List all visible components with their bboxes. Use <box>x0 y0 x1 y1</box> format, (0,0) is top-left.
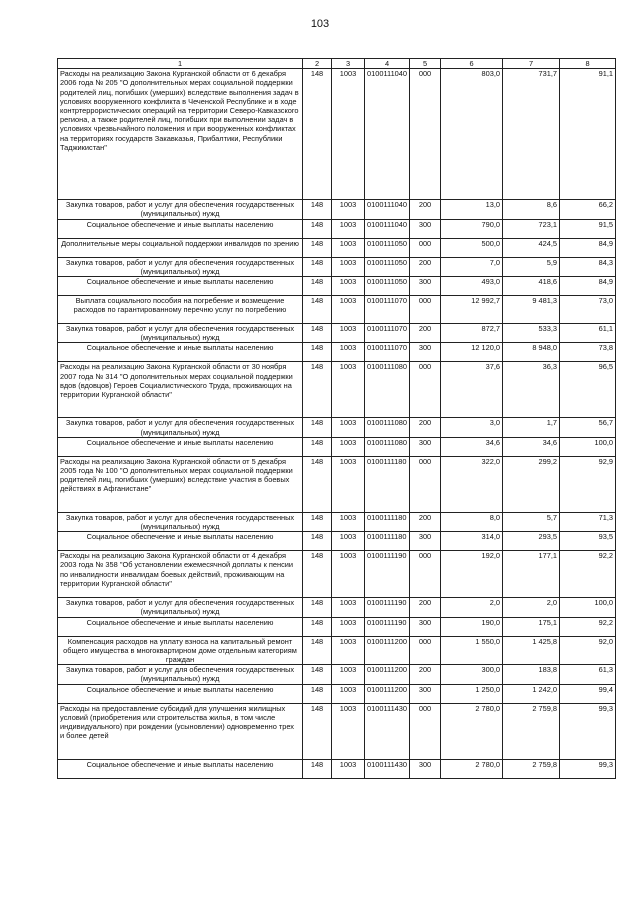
cell-target-article: 0100111430 <box>365 703 410 759</box>
cell-target-article: 0100111040 <box>365 69 410 200</box>
row-description: Расходы на реализацию Закона Курганской области от 6 декабря 2006 года № 205 "О дополнительных мерах социальной поддержки родителей лиц, погибших (умерших) вследствие выполнения задач в условиях вооруженного конфликта в Чеченской Республике и в ходе контртеррористических операций на территории Северо-Кавказского региона, а также родителей лиц, погибших при выполнении задач в условиях чрезвычайного положения и при вооруженных конфликтах на территориях государств Закавказья, Прибалтики, Республики Таджикистан" <box>58 69 303 200</box>
cell-target-article: 0100111180 <box>365 512 410 531</box>
table-row <box>58 598 616 617</box>
row-description: Расходы на реализацию Закона Курганской области от 4 декабря 2003 года № 358 "Об установлении ежемесячной доплаты к пенсии по инвалидности инвалидам боевых действий, проживающим на территории Курганской области" <box>58 551 303 598</box>
column-header: 7 <box>503 59 560 69</box>
cell-planned-amount: 790,0 <box>441 219 503 238</box>
cell-expense-type: 000 <box>410 238 441 257</box>
cell-actual-amount: 9 481,3 <box>503 296 560 324</box>
cell-target-article: 0100111080 <box>365 418 410 437</box>
table-row <box>58 636 616 665</box>
cell-ministry-code: 148 <box>303 296 332 324</box>
column-header: 8 <box>560 59 616 69</box>
cell-execution-percent: 96,5 <box>560 362 616 418</box>
cell-target-article: 0100111180 <box>365 456 410 512</box>
cell-expense-type: 300 <box>410 437 441 456</box>
cell-expense-type: 200 <box>410 200 441 219</box>
cell-execution-percent: 61,3 <box>560 665 616 684</box>
cell-target-article: 0100111200 <box>365 684 410 703</box>
cell-section-code: 1003 <box>332 551 365 598</box>
table-header-row <box>58 59 616 69</box>
row-description: Закупка товаров, работ и услуг для обеспечения государственных (муниципальных) нужд <box>58 257 303 276</box>
table-body <box>58 69 616 778</box>
cell-target-article: 0100111190 <box>365 617 410 636</box>
cell-ministry-code: 148 <box>303 617 332 636</box>
cell-actual-amount: 533,3 <box>503 324 560 343</box>
cell-expense-type: 200 <box>410 257 441 276</box>
cell-expense-type: 300 <box>410 684 441 703</box>
cell-target-article: 0100111190 <box>365 598 410 617</box>
row-description: Закупка товаров, работ и услуг для обеспечения государственных (муниципальных) нужд <box>58 512 303 531</box>
row-description: Социальное обеспечение и иные выплаты населению <box>58 343 303 362</box>
row-description: Закупка товаров, работ и услуг для обеспечения государственных (муниципальных) нужд <box>58 200 303 219</box>
cell-planned-amount: 190,0 <box>441 617 503 636</box>
cell-actual-amount: 1,7 <box>503 418 560 437</box>
cell-actual-amount: 2 759,8 <box>503 759 560 778</box>
cell-execution-percent: 92,2 <box>560 551 616 598</box>
cell-ministry-code: 148 <box>303 456 332 512</box>
cell-target-article: 0100111070 <box>365 296 410 324</box>
table-row <box>58 532 616 551</box>
cell-execution-percent: 92,2 <box>560 617 616 636</box>
column-header: 1 <box>58 59 303 69</box>
cell-execution-percent: 84,9 <box>560 238 616 257</box>
cell-target-article: 0100111050 <box>365 238 410 257</box>
budget-table <box>57 58 616 779</box>
row-description: Социальное обеспечение и иные выплаты населению <box>58 219 303 238</box>
cell-execution-percent: 73,8 <box>560 343 616 362</box>
cell-section-code: 1003 <box>332 343 365 362</box>
cell-target-article: 0100111050 <box>365 257 410 276</box>
table-row <box>58 257 616 276</box>
cell-planned-amount: 322,0 <box>441 456 503 512</box>
cell-actual-amount: 2 759,8 <box>503 703 560 759</box>
cell-expense-type: 300 <box>410 617 441 636</box>
cell-expense-type: 200 <box>410 512 441 531</box>
cell-actual-amount: 1 242,0 <box>503 684 560 703</box>
cell-target-article: 0100111070 <box>365 343 410 362</box>
cell-execution-percent: 92,9 <box>560 456 616 512</box>
cell-actual-amount: 8,6 <box>503 200 560 219</box>
cell-expense-type: 200 <box>410 324 441 343</box>
cell-section-code: 1003 <box>332 69 365 200</box>
cell-ministry-code: 148 <box>303 532 332 551</box>
table-row <box>58 296 616 324</box>
cell-planned-amount: 8,0 <box>441 512 503 531</box>
cell-target-article: 0100111080 <box>365 362 410 418</box>
cell-execution-percent: 99,3 <box>560 703 616 759</box>
cell-execution-percent: 93,5 <box>560 532 616 551</box>
cell-planned-amount: 34,6 <box>441 437 503 456</box>
cell-expense-type: 300 <box>410 343 441 362</box>
cell-execution-percent: 99,3 <box>560 759 616 778</box>
cell-target-article: 0100111200 <box>365 636 410 665</box>
table-row <box>58 684 616 703</box>
cell-target-article: 0100111080 <box>365 437 410 456</box>
cell-actual-amount: 8 948,0 <box>503 343 560 362</box>
table-row <box>58 238 616 257</box>
cell-execution-percent: 66,2 <box>560 200 616 219</box>
cell-planned-amount: 12 120,0 <box>441 343 503 362</box>
cell-ministry-code: 148 <box>303 200 332 219</box>
row-description: Социальное обеспечение и иные выплаты населению <box>58 277 303 296</box>
cell-execution-percent: 71,3 <box>560 512 616 531</box>
cell-section-code: 1003 <box>332 532 365 551</box>
cell-section-code: 1003 <box>332 512 365 531</box>
cell-expense-type: 300 <box>410 277 441 296</box>
cell-section-code: 1003 <box>332 296 365 324</box>
table-row <box>58 343 616 362</box>
table-row <box>58 437 616 456</box>
cell-target-article: 0100111430 <box>365 759 410 778</box>
cell-ministry-code: 148 <box>303 257 332 276</box>
cell-ministry-code: 148 <box>303 418 332 437</box>
cell-planned-amount: 1 550,0 <box>441 636 503 665</box>
cell-ministry-code: 148 <box>303 636 332 665</box>
cell-actual-amount: 418,6 <box>503 277 560 296</box>
cell-section-code: 1003 <box>332 759 365 778</box>
row-description: Закупка товаров, работ и услуг для обеспечения государственных (муниципальных) нужд <box>58 324 303 343</box>
cell-expense-type: 000 <box>410 69 441 200</box>
cell-expense-type: 300 <box>410 532 441 551</box>
row-description: Социальное обеспечение и иные выплаты населению <box>58 532 303 551</box>
row-description: Выплата социального пособия на погребение и возмещение расходов по гарантированному перечню услуг по погребению <box>58 296 303 324</box>
cell-section-code: 1003 <box>332 200 365 219</box>
cell-expense-type: 000 <box>410 703 441 759</box>
cell-planned-amount: 500,0 <box>441 238 503 257</box>
table-row <box>58 324 616 343</box>
cell-section-code: 1003 <box>332 324 365 343</box>
cell-execution-percent: 91,1 <box>560 69 616 200</box>
cell-section-code: 1003 <box>332 362 365 418</box>
table-row <box>58 362 616 418</box>
cell-ministry-code: 148 <box>303 551 332 598</box>
cell-execution-percent: 92,0 <box>560 636 616 665</box>
cell-planned-amount: 314,0 <box>441 532 503 551</box>
cell-actual-amount: 183,8 <box>503 665 560 684</box>
cell-ministry-code: 148 <box>303 324 332 343</box>
row-description: Закупка товаров, работ и услуг для обеспечения государственных (муниципальных) нужд <box>58 665 303 684</box>
cell-execution-percent: 84,9 <box>560 277 616 296</box>
cell-target-article: 0100111200 <box>365 665 410 684</box>
cell-section-code: 1003 <box>332 456 365 512</box>
cell-expense-type: 000 <box>410 296 441 324</box>
cell-actual-amount: 731,7 <box>503 69 560 200</box>
cell-section-code: 1003 <box>332 418 365 437</box>
row-description: Дополнительные меры социальной поддержки инвалидов по зрению <box>58 238 303 257</box>
table-row <box>58 551 616 598</box>
table-row <box>58 200 616 219</box>
row-description: Социальное обеспечение и иные выплаты населению <box>58 684 303 703</box>
row-description: Социальное обеспечение и иные выплаты населению <box>58 437 303 456</box>
cell-target-article: 0100111180 <box>365 532 410 551</box>
cell-expense-type: 300 <box>410 759 441 778</box>
cell-expense-type: 200 <box>410 665 441 684</box>
table-row <box>58 69 616 200</box>
cell-ministry-code: 148 <box>303 437 332 456</box>
cell-ministry-code: 148 <box>303 598 332 617</box>
cell-execution-percent: 100,0 <box>560 598 616 617</box>
column-header: 2 <box>303 59 332 69</box>
cell-execution-percent: 84,3 <box>560 257 616 276</box>
table-row <box>58 665 616 684</box>
cell-section-code: 1003 <box>332 684 365 703</box>
cell-ministry-code: 148 <box>303 343 332 362</box>
cell-actual-amount: 299,2 <box>503 456 560 512</box>
row-description: Закупка товаров, работ и услуг для обеспечения государственных (муниципальных) нужд <box>58 418 303 437</box>
cell-ministry-code: 148 <box>303 703 332 759</box>
cell-target-article: 0100111050 <box>365 277 410 296</box>
cell-actual-amount: 1 425,8 <box>503 636 560 665</box>
cell-ministry-code: 148 <box>303 69 332 200</box>
cell-expense-type: 000 <box>410 551 441 598</box>
cell-section-code: 1003 <box>332 219 365 238</box>
cell-execution-percent: 100,0 <box>560 437 616 456</box>
cell-ministry-code: 148 <box>303 512 332 531</box>
cell-section-code: 1003 <box>332 238 365 257</box>
table-row <box>58 418 616 437</box>
cell-planned-amount: 2,0 <box>441 598 503 617</box>
cell-ministry-code: 148 <box>303 277 332 296</box>
cell-actual-amount: 5,9 <box>503 257 560 276</box>
table-row <box>58 456 616 512</box>
row-description: Расходы на предоставление субсидий для улучшения жилищных условий (приобретения или строительства жилья, в том числе индивидуального) при рождении (усыновлении) одновременно трех и более детей <box>58 703 303 759</box>
cell-ministry-code: 148 <box>303 238 332 257</box>
cell-section-code: 1003 <box>332 636 365 665</box>
cell-actual-amount: 723,1 <box>503 219 560 238</box>
row-description: Расходы на реализацию Закона Курганской области от 30 ноября 2007 года № 314 "О дополнительных мерах социальной поддержки вдов (вдовцов) Героев Социалистического Труда, проживающих на территории Курганской области" <box>58 362 303 418</box>
cell-planned-amount: 7,0 <box>441 257 503 276</box>
cell-planned-amount: 37,6 <box>441 362 503 418</box>
cell-section-code: 1003 <box>332 598 365 617</box>
cell-planned-amount: 3,0 <box>441 418 503 437</box>
cell-expense-type: 000 <box>410 362 441 418</box>
cell-ministry-code: 148 <box>303 684 332 703</box>
cell-ministry-code: 148 <box>303 362 332 418</box>
cell-planned-amount: 300,0 <box>441 665 503 684</box>
column-header: 6 <box>441 59 503 69</box>
row-description: Компенсация расходов на уплату взноса на капитальный ремонт общего имущества в многоквартирном доме отдельным категориям граждан <box>58 636 303 665</box>
column-header: 3 <box>332 59 365 69</box>
cell-ministry-code: 148 <box>303 219 332 238</box>
table-row <box>58 759 616 778</box>
cell-execution-percent: 99,4 <box>560 684 616 703</box>
cell-expense-type: 000 <box>410 636 441 665</box>
cell-planned-amount: 872,7 <box>441 324 503 343</box>
cell-actual-amount: 177,1 <box>503 551 560 598</box>
row-description: Расходы на реализацию Закона Курганской области от 5 декабря 2005 года № 100 "О дополнительных мерах социальной поддержки родителей лиц, погибших (умерших) вследствие участия в боевых действиях в Афганистане" <box>58 456 303 512</box>
cell-target-article: 0100111190 <box>365 551 410 598</box>
cell-section-code: 1003 <box>332 665 365 684</box>
cell-expense-type: 300 <box>410 219 441 238</box>
cell-actual-amount: 424,5 <box>503 238 560 257</box>
column-header: 4 <box>365 59 410 69</box>
cell-target-article: 0100111040 <box>365 200 410 219</box>
cell-target-article: 0100111040 <box>365 219 410 238</box>
cell-section-code: 1003 <box>332 703 365 759</box>
cell-execution-percent: 56,7 <box>560 418 616 437</box>
column-header: 5 <box>410 59 441 69</box>
cell-execution-percent: 73,0 <box>560 296 616 324</box>
row-description: Закупка товаров, работ и услуг для обеспечения государственных (муниципальных) нужд <box>58 598 303 617</box>
cell-section-code: 1003 <box>332 617 365 636</box>
cell-ministry-code: 148 <box>303 759 332 778</box>
row-description: Социальное обеспечение и иные выплаты населению <box>58 617 303 636</box>
cell-actual-amount: 5,7 <box>503 512 560 531</box>
cell-planned-amount: 1 250,0 <box>441 684 503 703</box>
cell-planned-amount: 12 992,7 <box>441 296 503 324</box>
cell-target-article: 0100111070 <box>365 324 410 343</box>
cell-actual-amount: 293,5 <box>503 532 560 551</box>
cell-section-code: 1003 <box>332 257 365 276</box>
row-description: Социальное обеспечение и иные выплаты населению <box>58 759 303 778</box>
cell-expense-type: 200 <box>410 418 441 437</box>
table-row <box>58 512 616 531</box>
table-row <box>58 219 616 238</box>
cell-planned-amount: 2 780,0 <box>441 759 503 778</box>
table-row <box>58 617 616 636</box>
cell-actual-amount: 2,0 <box>503 598 560 617</box>
cell-actual-amount: 175,1 <box>503 617 560 636</box>
cell-section-code: 1003 <box>332 277 365 296</box>
cell-actual-amount: 36,3 <box>503 362 560 418</box>
cell-planned-amount: 493,0 <box>441 277 503 296</box>
cell-ministry-code: 148 <box>303 665 332 684</box>
cell-expense-type: 200 <box>410 598 441 617</box>
cell-planned-amount: 192,0 <box>441 551 503 598</box>
cell-execution-percent: 61,1 <box>560 324 616 343</box>
table-row <box>58 703 616 759</box>
cell-planned-amount: 2 780,0 <box>441 703 503 759</box>
table-row <box>58 277 616 296</box>
cell-planned-amount: 13,0 <box>441 200 503 219</box>
cell-actual-amount: 34,6 <box>503 437 560 456</box>
cell-execution-percent: 91,5 <box>560 219 616 238</box>
cell-section-code: 1003 <box>332 437 365 456</box>
page-number: 103 <box>310 18 330 30</box>
cell-planned-amount: 803,0 <box>441 69 503 200</box>
cell-expense-type: 000 <box>410 456 441 512</box>
